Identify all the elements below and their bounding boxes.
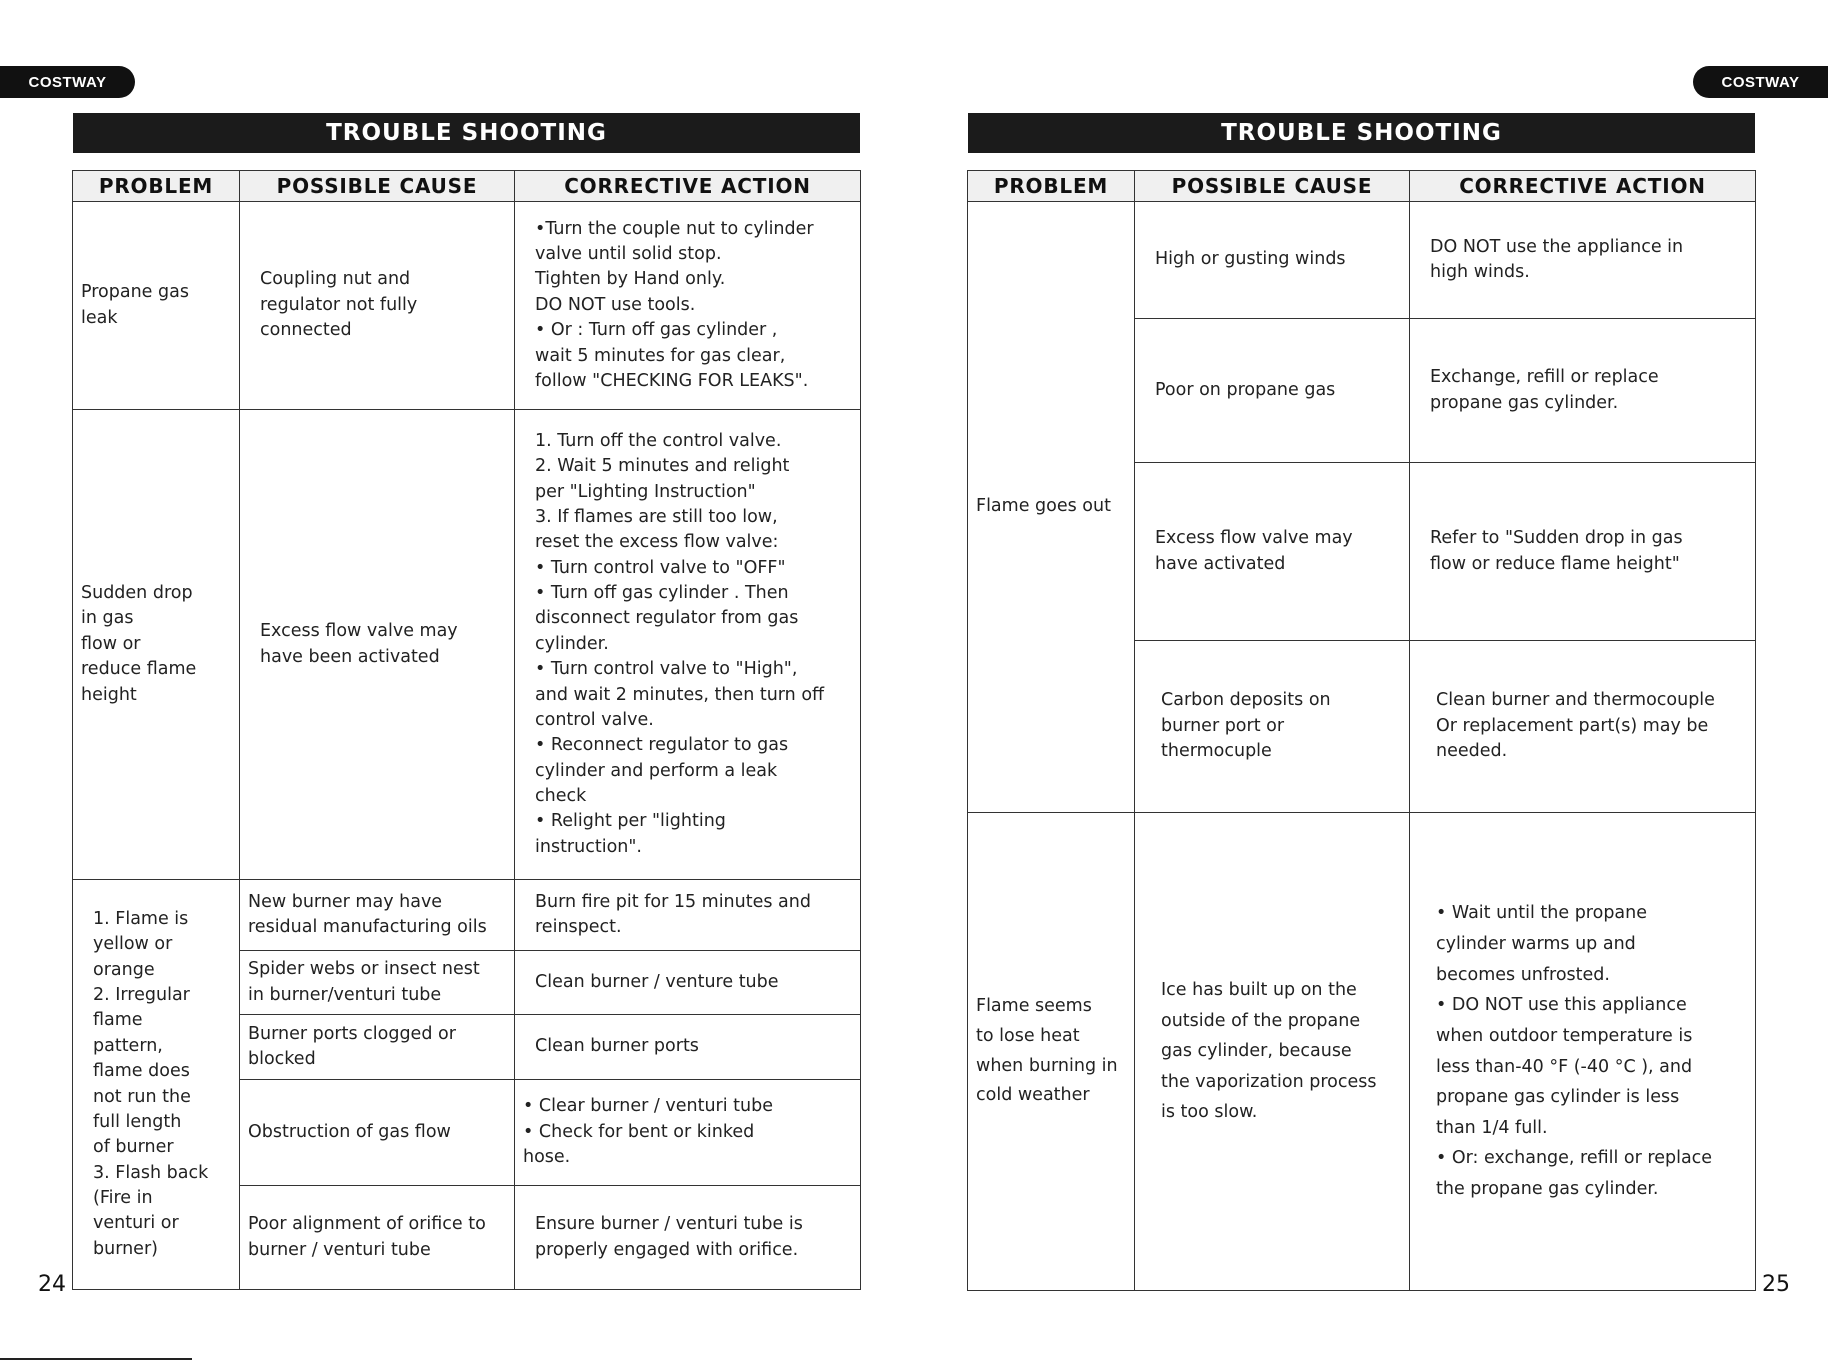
cell-line: per "Lighting Instruction" [535,481,756,502]
page-number-right: 25 [1762,1272,1790,1297]
cell-line: to lose heat [976,1025,1080,1046]
cell-line: venturi or [93,1213,179,1234]
cell-line: less than-40 °F (-40 °C ), and [1436,1056,1693,1077]
table-row [73,880,861,951]
cell-line: pattern, [93,1035,163,1056]
cell-line: • Wait until the propane [1436,903,1648,924]
cell-line: Clean burner and thermocouple [1436,690,1715,711]
cell-line: •Turn the couple nut to cylinder [535,218,814,239]
cause-cell [240,1015,515,1080]
cell-line: burner / venturi tube [248,1239,431,1260]
cell-line: New burner may have [248,891,443,912]
cell-line: Sudden drop [81,583,193,604]
cell-line: needed. [1436,741,1508,762]
cell-line: • Or: exchange, refill or replace [1436,1148,1713,1169]
troubleshooting-table-left [72,170,861,1290]
header-possible-cause: POSSIBLE CAUSE [1135,171,1410,202]
cell-line: instruction". [535,836,642,857]
cell-line: hose. [523,1147,571,1168]
action-cell [515,1080,861,1186]
cell-line: Excess flow valve may [1155,528,1353,549]
cell-line: propane gas cylinder. [1430,392,1619,413]
action-cell [515,1015,861,1080]
cell-line: Propane gas [81,282,189,303]
cell-line: Poor on propane gas [1155,379,1336,400]
brand-logo-left: COSTWAY [0,66,135,98]
cell-line: cylinder and perform a leak [535,760,778,781]
cell-line: disconnect regulator from gas [535,608,799,629]
cell-line: 1. Turn off the control valve. [535,430,782,451]
cell-line: outside of the propane [1161,1010,1361,1031]
cell-line: when burning in [976,1055,1118,1076]
cell-line: valve until solid stop. [535,244,722,265]
cause-cell [1135,319,1410,463]
cause-cell [240,410,515,880]
cell-line: high winds. [1430,262,1530,282]
cell-line: flow or reduce flame height" [1430,553,1680,574]
cell-line: High or gusting winds [1155,249,1346,270]
cell-line: blocked [248,1049,316,1069]
cause-cell [240,880,515,951]
page-title-right: TROUBLE SHOOTING [968,113,1755,153]
cell-line: not run the [93,1086,191,1107]
cell-line: control valve. [535,709,654,730]
page-number-left: 24 [38,1272,66,1297]
cell-line: reinspect. [535,917,622,937]
cell-line: in gas [81,608,134,629]
cell-line: becomes unfrosted. [1436,964,1610,985]
cell-line: Clean burner / venture tube [535,971,779,992]
problem-cell [73,410,240,880]
action-cell [1410,463,1756,641]
cause-cell [240,1080,515,1186]
cell-line: have activated [1155,553,1286,574]
cell-line: reduce flame [81,659,197,680]
cell-line: • Clear burner / venturi tube [523,1096,773,1117]
cell-line: • Turn off gas cylinder . Then [535,583,789,604]
header-problem: PROBLEM [73,171,240,202]
cell-line: Ensure burner / venturi tube is [535,1214,803,1235]
action-cell [515,410,861,880]
cell-line: full length [93,1111,182,1132]
action-cell [515,1186,861,1290]
cell-line: cylinder. [535,633,609,654]
cell-line: 1. Flame is [93,908,189,929]
bottom-rule [0,1358,192,1360]
cell-line: Refer to "Sudden drop in gas [1430,528,1683,549]
cell-line: (Fire in [93,1188,153,1208]
cell-line: Exchange, refill or replace [1430,367,1659,388]
action-cell [1410,319,1756,463]
cell-line: in burner/venturi tube [248,984,442,1005]
cell-line: Or replacement part(s) may be [1436,715,1709,736]
cell-line: Excess flow valve may [260,621,458,642]
cell-line: height [81,684,137,705]
cause-cell [240,202,515,410]
cause-cell [1135,463,1410,641]
table-row [968,202,1756,319]
cell-line: • Turn control valve to "OFF" [535,557,786,578]
cell-line: burner) [93,1238,158,1259]
cell-line: is too slow. [1161,1102,1258,1123]
cause-cell [1135,202,1410,319]
cell-line: Flame seems [976,996,1092,1016]
cause-cell [1135,813,1410,1291]
cell-line: properly engaged with orifice. [535,1239,799,1260]
table-row [968,813,1756,1291]
cell-line: flow or [81,633,141,654]
cell-line: DO NOT use tools. [535,294,696,315]
action-cell [1410,813,1756,1291]
cell-line: 2. Irregular [93,985,190,1005]
cell-line: yellow or [93,934,173,955]
cell-line: 3. Flash back [93,1162,209,1183]
cell-line: 2. Wait 5 minutes and relight [535,456,790,477]
cell-line: reset the excess flow valve: [535,532,779,553]
cell-line: flame does [93,1061,190,1082]
action-cell [515,202,861,410]
problem-cell [968,813,1135,1291]
cell-line: • Or : Turn off gas cylinder , [535,320,778,341]
cell-line: flame [93,1010,143,1031]
cell-line: the propane gas cylinder. [1436,1179,1659,1199]
cell-line: gas cylinder, because [1161,1041,1352,1062]
cell-line: Clean burner ports [535,1036,699,1057]
cell-line: Flame goes out [976,496,1111,517]
cell-line: and wait 2 minutes, then turn off [535,684,825,705]
header-problem: PROBLEM [968,171,1135,202]
cell-line: cylinder warms up and [1436,934,1636,954]
cell-line: propane gas cylinder is less [1436,1087,1680,1108]
cell-line: Tighten by Hand only. [535,269,726,290]
cell-line: connected [260,320,352,341]
cell-line: • Relight per "lighting [535,811,726,832]
cause-cell [240,1186,515,1290]
table-row [73,410,861,880]
problem-cell [968,202,1135,813]
cell-line: • Reconnect regulator to gas [535,735,789,756]
problem-cell [73,202,240,410]
troubleshooting-table-right [967,170,1756,1291]
header-corrective-action: CORRECTIVE ACTION [1410,171,1756,202]
cell-line: wait 5 minutes for gas clear, [535,345,786,366]
cell-line: Ice has built up on the [1161,979,1357,1000]
cell-line: 3. If flames are still too low, [535,506,778,527]
cell-line: residual manufacturing oils [248,917,487,937]
cell-line: follow "CHECKING FOR LEAKS". [535,370,809,391]
page-title-left: TROUBLE SHOOTING [73,113,860,153]
brand-logo-right: COSTWAY [1693,66,1828,98]
cell-line: have been activated [260,646,440,667]
cell-line: burner port or [1161,715,1285,736]
cell-line: of burner [93,1137,174,1158]
action-cell [1410,202,1756,319]
header-possible-cause: POSSIBLE CAUSE [240,171,515,202]
cause-cell [240,951,515,1015]
cell-line: Spider webs or insect nest [248,959,480,980]
header-corrective-action: CORRECTIVE ACTION [515,171,861,202]
cell-line: orange [93,959,155,980]
cell-line: check [535,786,587,807]
cell-line: Coupling nut and [260,269,411,290]
cell-line: Burn fire pit for 15 minutes and [535,891,811,912]
cell-line: • Check for bent or kinked [523,1121,755,1142]
action-cell [515,951,861,1015]
cell-line: Obstruction of gas flow [248,1121,451,1142]
cell-line: DO NOT use the appliance in [1430,236,1684,257]
cell-line: thermocuple [1161,741,1272,762]
cell-line: Poor alignment of orifice to [248,1214,486,1235]
cause-cell [1135,641,1410,813]
cell-line: cold weather [976,1085,1090,1106]
cell-line: the vaporization process [1161,1071,1377,1092]
cell-line: Burner ports clogged or [248,1023,456,1044]
cell-line: • Turn control valve to "High", [535,659,798,680]
cell-line: leak [81,307,118,328]
action-cell [1410,641,1756,813]
cell-line: regulator not fully [260,294,418,315]
cell-line: when outdoor temperature is [1436,1025,1693,1046]
cell-line: than 1/4 full. [1436,1117,1548,1138]
problem-cell [73,880,240,1290]
table-header-row [968,171,1756,202]
cell-line: • DO NOT use this appliance [1436,995,1687,1016]
action-cell [515,880,861,951]
table-header-row [73,171,861,202]
cell-line: Carbon deposits on [1161,690,1331,711]
table-row [73,202,861,410]
